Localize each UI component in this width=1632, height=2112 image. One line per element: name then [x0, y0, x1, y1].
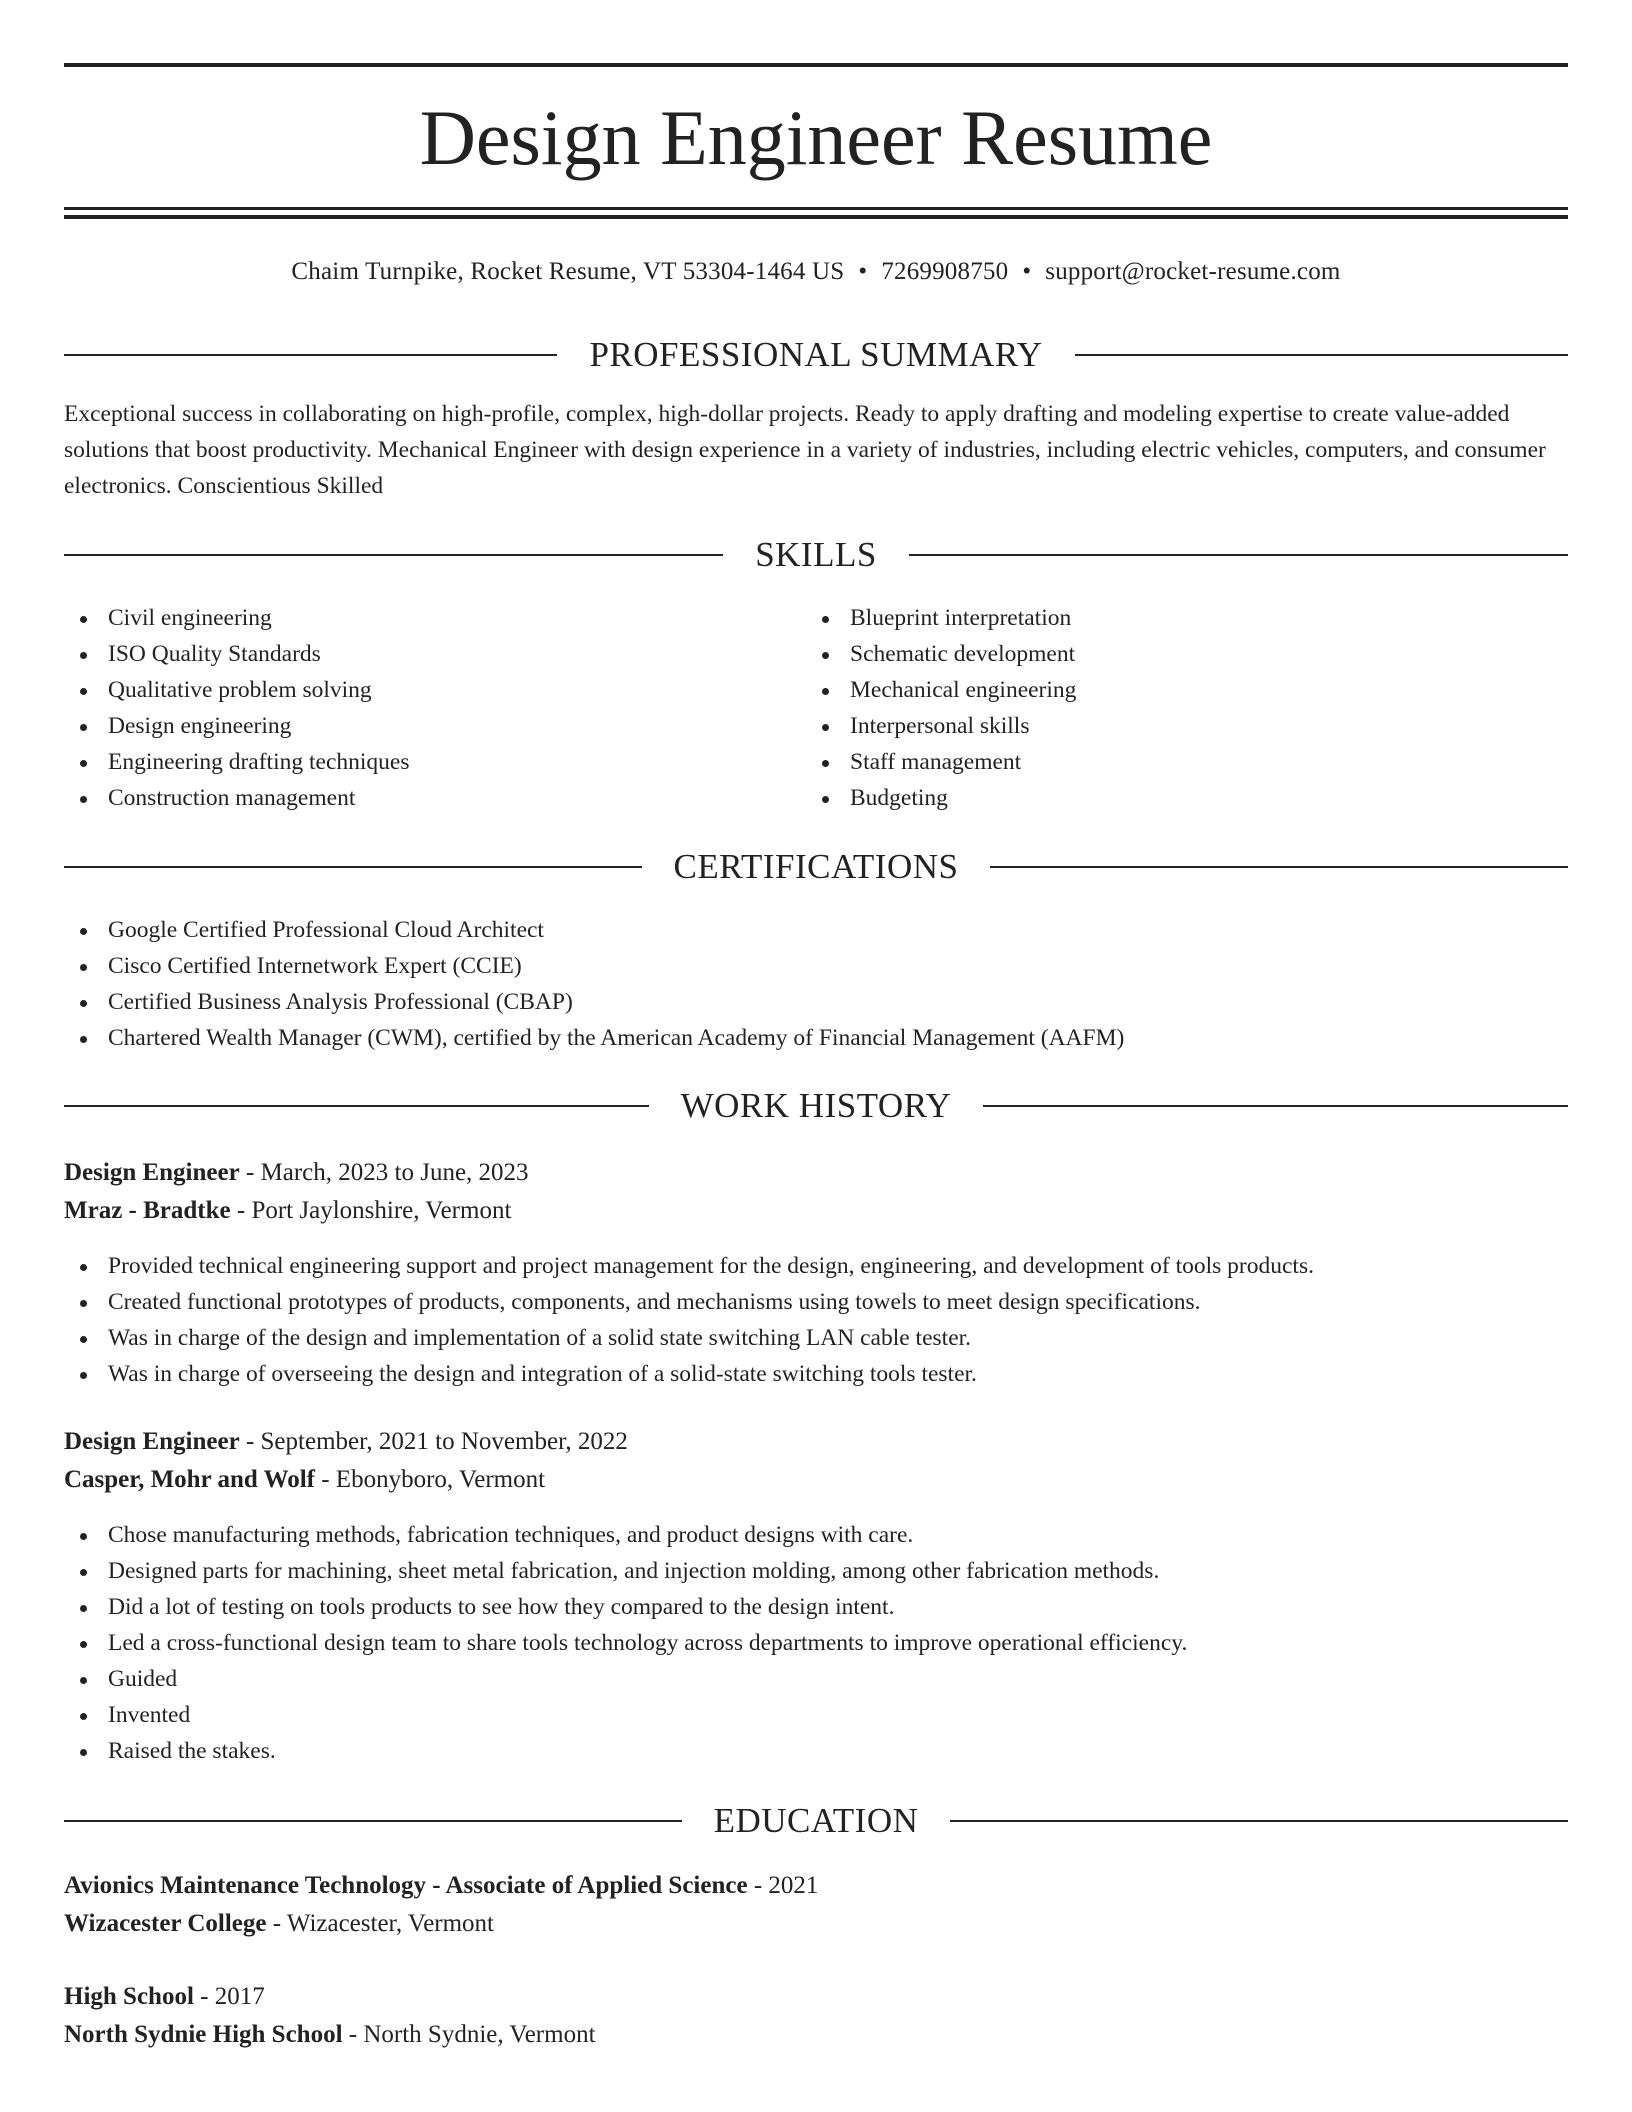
heading-rule-right	[983, 1105, 1568, 1107]
education-location: - Wizacester, Vermont	[266, 1910, 495, 1937]
skill-item: Construction management	[64, 780, 806, 816]
section-heading-education	[64, 1799, 1568, 1843]
skill-item: Staff management	[806, 744, 1548, 780]
job-bullet: Was in charge of the design and implementation of a solid state switching LAN cable tester.	[64, 1320, 1568, 1356]
education-degree: Avionics Maintenance Technology - Associate of Applied Science	[64, 1872, 748, 1899]
section-heading-summary	[64, 333, 1568, 377]
section-title-work-history: WORK HISTORY	[680, 1086, 952, 1125]
job-bullet: Raised the stakes.	[64, 1733, 1568, 1769]
skill-item: Blueprint interpretation	[806, 600, 1548, 636]
skill-item: Civil engineering	[64, 600, 806, 636]
job-location: - Port Jaylonshire, Vermont	[230, 1197, 512, 1224]
skill-item: Schematic development	[806, 636, 1548, 672]
job-bullet: Created functional prototypes of products, components, and mechanisms using towels to meet design specifications.	[64, 1284, 1568, 1320]
section-title-certifications: CERTIFICATIONS	[673, 847, 959, 886]
education-school-line	[64, 1905, 1568, 1943]
job-bullets	[64, 1517, 1568, 1769]
heading-rule-left	[64, 1820, 682, 1822]
skill-item: Mechanical engineering	[806, 672, 1548, 708]
heading-rule-left	[64, 866, 642, 868]
title-rule-thin	[64, 207, 1568, 210]
education-entry	[64, 1978, 1568, 2054]
section-title-summary: PROFESSIONAL SUMMARY	[589, 335, 1043, 374]
title-rule-thick	[64, 215, 1568, 219]
skill-item: Qualitative problem solving	[64, 672, 806, 708]
job-title: Design Engineer	[64, 1159, 240, 1186]
job-bullet: Chose manufacturing methods, fabrication techniques, and product designs with care.	[64, 1517, 1568, 1553]
certification-item: Cisco Certified Internetwork Expert (CCIE)	[64, 948, 1568, 984]
section-heading-work-history	[64, 1084, 1568, 1128]
skill-item: Interpersonal skills	[806, 708, 1548, 744]
education-location: - North Sydnie, Vermont	[342, 2021, 596, 2048]
summary-text: Exceptional success in collaborating on high-profile, complex, high-dollar projects. Ready to apply drafting and modeling expertise to create value-added solutions that boost productivity. Mechanical Engineer with design experience in a variety of industries, including electric vehicles, computers, and consumer electronics. Conscientious Skilled	[64, 401, 1546, 499]
job-bullets	[64, 1248, 1568, 1392]
resume-title: Design Engineer Resume	[419, 94, 1213, 181]
section-heading-skills	[64, 533, 1568, 577]
job-location: - Ebonyboro, Vermont	[314, 1466, 546, 1493]
job-dates: - March, 2023 to June, 2023	[239, 1159, 529, 1186]
job-title: Design Engineer	[64, 1428, 240, 1455]
job-company: Mraz - Bradtke	[64, 1197, 231, 1224]
job-bullet: Did a lot of testing on tools products to see how they compared to the design intent.	[64, 1589, 1568, 1625]
skill-item: ISO Quality Standards	[64, 636, 806, 672]
heading-rule-left	[64, 354, 557, 356]
contact-separator: •	[1022, 258, 1032, 285]
job-entry	[64, 1154, 1568, 1230]
education-degree-line	[64, 1867, 1568, 1905]
section-title-skills: SKILLS	[755, 535, 877, 574]
top-rule	[64, 63, 1568, 67]
heading-rule-left	[64, 1105, 649, 1107]
job-company-line	[64, 1461, 1568, 1499]
contact-line	[64, 252, 1568, 292]
job-bullet: Was in charge of overseeing the design and integration of a solid-state switching tools tester.	[64, 1356, 1568, 1392]
contact-address: Chaim Turnpike, Rocket Resume, VT 53304-1464 US	[291, 258, 845, 285]
skills-column-left	[64, 600, 806, 816]
contact-phone: 7269908750	[881, 258, 1009, 285]
education-school-line	[64, 2016, 1568, 2054]
heading-rule-left	[64, 554, 723, 556]
education-school: North Sydnie High School	[64, 2021, 343, 2048]
skill-item: Engineering drafting techniques	[64, 744, 806, 780]
job-bullet: Provided technical engineering support and project management for the design, engineering, and development of tools products.	[64, 1248, 1568, 1284]
skills-column-right	[806, 600, 1548, 816]
job-entry	[64, 1423, 1568, 1499]
job-bullet: Guided	[64, 1661, 1568, 1697]
education-year: - 2017	[193, 1983, 265, 2010]
heading-rule-right	[909, 554, 1568, 556]
job-company-line	[64, 1192, 1568, 1230]
skill-item: Design engineering	[64, 708, 806, 744]
section-heading-certifications	[64, 845, 1568, 889]
education-entry	[64, 1867, 1568, 1943]
education-degree: High School	[64, 1983, 194, 2010]
job-bullet: Led a cross-functional design team to share tools technology across departments to improve operational efficiency.	[64, 1625, 1568, 1661]
heading-rule-right	[950, 1820, 1568, 1822]
job-bullet: Invented	[64, 1697, 1568, 1733]
certifications-list	[64, 912, 1568, 1056]
certification-item: Certified Business Analysis Professional (CBAP)	[64, 984, 1568, 1020]
education-school: Wizacester College	[64, 1910, 267, 1937]
job-title-line	[64, 1423, 1568, 1461]
education-degree-line	[64, 1978, 1568, 2016]
job-company: Casper, Mohr and Wolf	[64, 1466, 315, 1493]
skill-item: Budgeting	[806, 780, 1548, 816]
contact-separator: •	[858, 258, 868, 285]
certification-item: Google Certified Professional Cloud Architect	[64, 912, 1568, 948]
heading-rule-right	[1075, 354, 1568, 356]
contact-email: support@rocket-resume.com	[1045, 258, 1341, 285]
heading-rule-right	[990, 866, 1568, 868]
section-title-education: EDUCATION	[713, 1801, 919, 1840]
education-year: - 2021	[747, 1872, 819, 1899]
certification-item: Chartered Wealth Manager (CWM), certified by the American Academy of Financial Management (AAFM)	[64, 1020, 1568, 1056]
job-dates: - September, 2021 to November, 2022	[239, 1428, 628, 1455]
job-title-line	[64, 1154, 1568, 1192]
job-bullet: Designed parts for machining, sheet metal fabrication, and injection molding, among other fabrication methods.	[64, 1553, 1568, 1589]
